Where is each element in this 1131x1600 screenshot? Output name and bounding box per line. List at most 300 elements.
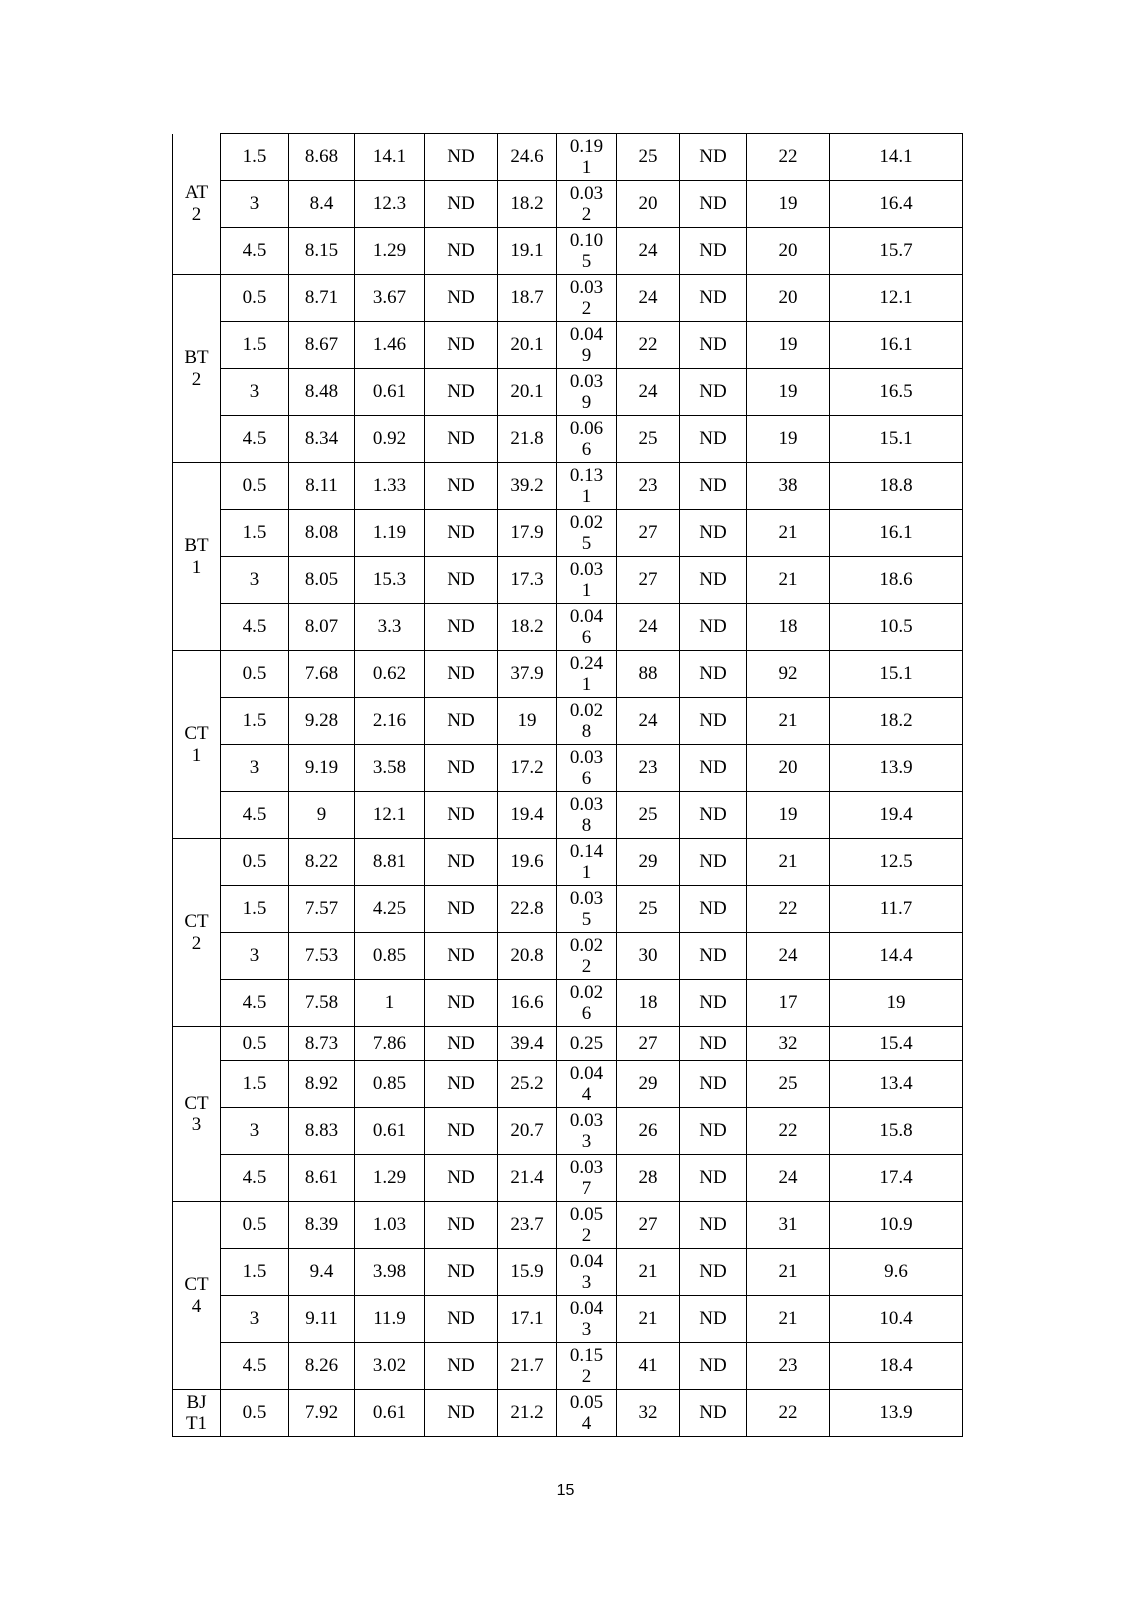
cell-value: 0.044 bbox=[569, 1062, 604, 1105]
value-cell bbox=[617, 1061, 680, 1108]
cell-value: ND bbox=[699, 1355, 727, 1377]
cell-value: ND bbox=[699, 1261, 727, 1283]
cell-value: 8.68 bbox=[304, 146, 339, 168]
value-cell bbox=[498, 1027, 557, 1061]
value-cell bbox=[289, 369, 355, 416]
cell-value: ND bbox=[699, 663, 727, 685]
cell-value: ND bbox=[447, 663, 475, 685]
value-cell bbox=[498, 1061, 557, 1108]
value-cell bbox=[617, 1027, 680, 1061]
value-cell bbox=[498, 839, 557, 886]
cell-value: 21 bbox=[638, 1261, 658, 1283]
cell-value: 24 bbox=[638, 616, 658, 638]
table-row bbox=[173, 1249, 963, 1296]
value-cell bbox=[425, 1108, 498, 1155]
value-cell bbox=[289, 322, 355, 369]
cell-value: 19.4 bbox=[510, 804, 544, 826]
value-cell bbox=[557, 322, 617, 369]
value-cell bbox=[617, 463, 680, 510]
cell-value: 16.6 bbox=[510, 992, 544, 1014]
value-cell bbox=[680, 1343, 747, 1390]
cell-value: 19.6 bbox=[510, 851, 544, 873]
cell-value: 0.066 bbox=[569, 417, 604, 460]
value-cell bbox=[557, 181, 617, 228]
value-cell bbox=[498, 933, 557, 980]
cell-value: 21.7 bbox=[510, 1355, 544, 1377]
value-cell bbox=[830, 1061, 963, 1108]
value-cell bbox=[498, 886, 557, 933]
value-cell bbox=[289, 228, 355, 275]
value-cell bbox=[425, 933, 498, 980]
value-cell bbox=[498, 1202, 557, 1249]
cell-value: 38 bbox=[778, 475, 798, 497]
cell-value: 18.4 bbox=[879, 1355, 913, 1377]
cell-value: 19 bbox=[778, 804, 798, 826]
table-row bbox=[173, 886, 963, 933]
table-row bbox=[173, 557, 963, 604]
depth-cell bbox=[221, 1061, 289, 1108]
depth-cell bbox=[221, 322, 289, 369]
cell-value: 21 bbox=[638, 1308, 658, 1330]
cell-value: 0.037 bbox=[569, 1156, 604, 1199]
cell-value: 8.71 bbox=[304, 287, 339, 309]
value-cell bbox=[617, 1249, 680, 1296]
cell-value: ND bbox=[447, 240, 475, 262]
cell-value: 8.92 bbox=[304, 1073, 339, 1095]
value-cell bbox=[355, 1108, 425, 1155]
value-cell bbox=[680, 1155, 747, 1202]
value-cell bbox=[557, 228, 617, 275]
cell-value: 0.052 bbox=[569, 1203, 604, 1246]
cell-value: ND bbox=[699, 1308, 727, 1330]
cell-value: ND bbox=[447, 569, 475, 591]
cell-value: ND bbox=[447, 1073, 475, 1095]
value-cell bbox=[747, 1296, 830, 1343]
group-label-cell bbox=[173, 839, 221, 1027]
cell-value: ND bbox=[447, 945, 475, 967]
cell-value: ND bbox=[447, 381, 475, 403]
value-cell bbox=[830, 839, 963, 886]
cell-value: 9.6 bbox=[884, 1261, 908, 1283]
cell-value: ND bbox=[447, 522, 475, 544]
value-cell bbox=[830, 1249, 963, 1296]
value-cell bbox=[425, 1027, 498, 1061]
depth-cell bbox=[221, 792, 289, 839]
value-cell bbox=[289, 1155, 355, 1202]
value-cell bbox=[830, 228, 963, 275]
value-cell bbox=[680, 745, 747, 792]
value-cell bbox=[498, 322, 557, 369]
table-row bbox=[173, 369, 963, 416]
value-cell bbox=[425, 1061, 498, 1108]
cell-value: 18.8 bbox=[879, 475, 913, 497]
depth-cell bbox=[221, 463, 289, 510]
value-cell bbox=[617, 181, 680, 228]
cell-value: 3 bbox=[249, 569, 260, 591]
value-cell bbox=[289, 1343, 355, 1390]
cell-value: 8.07 bbox=[304, 616, 339, 638]
cell-value: 0.046 bbox=[569, 605, 604, 648]
depth-cell bbox=[221, 698, 289, 745]
cell-value: 21.4 bbox=[510, 1167, 544, 1189]
table-row bbox=[173, 228, 963, 275]
value-cell bbox=[830, 322, 963, 369]
cell-value: 7.58 bbox=[304, 992, 339, 1014]
cell-value: ND bbox=[447, 475, 475, 497]
cell-value: 4.5 bbox=[242, 1167, 267, 1189]
value-cell bbox=[747, 1155, 830, 1202]
value-cell bbox=[425, 369, 498, 416]
value-cell bbox=[617, 369, 680, 416]
cell-value: 18.7 bbox=[510, 287, 544, 309]
value-cell bbox=[557, 369, 617, 416]
cell-value: 14.1 bbox=[879, 146, 913, 168]
group-label-cell bbox=[173, 1027, 221, 1202]
value-cell bbox=[425, 1296, 498, 1343]
value-cell bbox=[498, 1390, 557, 1437]
value-cell bbox=[425, 839, 498, 886]
value-cell bbox=[617, 980, 680, 1027]
value-cell bbox=[355, 745, 425, 792]
value-cell bbox=[498, 651, 557, 698]
value-cell bbox=[557, 1061, 617, 1108]
value-cell bbox=[747, 275, 830, 322]
value-cell bbox=[289, 416, 355, 463]
table-body bbox=[173, 134, 963, 1437]
value-cell bbox=[498, 745, 557, 792]
cell-value: 1.46 bbox=[372, 334, 407, 356]
value-cell bbox=[830, 134, 963, 181]
value-cell bbox=[498, 416, 557, 463]
value-cell bbox=[557, 933, 617, 980]
cell-value: 0.5 bbox=[242, 287, 267, 309]
cell-value: 20 bbox=[778, 757, 798, 779]
cell-value: 27 bbox=[638, 522, 658, 544]
value-cell bbox=[830, 745, 963, 792]
cell-value: 16.1 bbox=[879, 334, 913, 356]
cell-value: 23 bbox=[638, 757, 658, 779]
page-number: 15 bbox=[556, 1482, 575, 1499]
cell-value: 17.9 bbox=[510, 522, 544, 544]
cell-value: 0.61 bbox=[372, 1120, 407, 1142]
value-cell bbox=[425, 1343, 498, 1390]
cell-value: 4.5 bbox=[242, 428, 267, 450]
value-cell bbox=[680, 839, 747, 886]
cell-value: 27 bbox=[638, 569, 658, 591]
cell-value: 1.03 bbox=[372, 1214, 407, 1236]
value-cell bbox=[498, 275, 557, 322]
cell-value: 8.39 bbox=[304, 1214, 339, 1236]
cell-value: 0.036 bbox=[569, 746, 604, 789]
value-cell bbox=[830, 1296, 963, 1343]
value-cell bbox=[498, 134, 557, 181]
cell-value: 24 bbox=[638, 381, 658, 403]
group-label-cell bbox=[173, 275, 221, 463]
cell-value: 9.28 bbox=[304, 710, 339, 732]
value-cell bbox=[355, 886, 425, 933]
group-label: CT 2 bbox=[184, 911, 209, 954]
cell-value: 0.5 bbox=[242, 851, 267, 873]
group-label: CT 3 bbox=[184, 1092, 209, 1135]
value-cell bbox=[617, 228, 680, 275]
value-cell bbox=[498, 1296, 557, 1343]
cell-value: 41 bbox=[638, 1355, 658, 1377]
cell-value: ND bbox=[447, 851, 475, 873]
value-cell bbox=[747, 933, 830, 980]
cell-value: 4.5 bbox=[242, 1355, 267, 1377]
depth-cell bbox=[221, 886, 289, 933]
value-cell bbox=[747, 1027, 830, 1061]
cell-value: 1.5 bbox=[242, 1073, 267, 1095]
cell-value: 39.4 bbox=[510, 1032, 544, 1054]
cell-value: ND bbox=[699, 475, 727, 497]
value-cell bbox=[680, 510, 747, 557]
cell-value: 3.58 bbox=[372, 757, 407, 779]
cell-value: 10.4 bbox=[879, 1308, 913, 1330]
value-cell bbox=[425, 134, 498, 181]
cell-value: 25 bbox=[638, 428, 658, 450]
value-cell bbox=[680, 134, 747, 181]
cell-value: 4.5 bbox=[242, 992, 267, 1014]
cell-value: 19.1 bbox=[510, 240, 544, 262]
value-cell bbox=[747, 1061, 830, 1108]
value-cell bbox=[747, 322, 830, 369]
cell-value: 21 bbox=[778, 1261, 798, 1283]
cell-value: 0.043 bbox=[569, 1297, 604, 1340]
cell-value: 24 bbox=[778, 1167, 798, 1189]
cell-value: 3 bbox=[249, 1120, 260, 1142]
cell-value: ND bbox=[699, 710, 727, 732]
value-cell bbox=[498, 1108, 557, 1155]
cell-value: 25 bbox=[638, 804, 658, 826]
value-cell bbox=[425, 181, 498, 228]
cell-value: 8.34 bbox=[304, 428, 339, 450]
value-cell bbox=[680, 886, 747, 933]
value-cell bbox=[355, 1390, 425, 1437]
cell-value: 8.15 bbox=[304, 240, 339, 262]
cell-value: ND bbox=[447, 287, 475, 309]
value-cell bbox=[747, 980, 830, 1027]
depth-cell bbox=[221, 1343, 289, 1390]
cell-value: 9.4 bbox=[309, 1261, 334, 1283]
value-cell bbox=[680, 416, 747, 463]
cell-value: 24 bbox=[638, 710, 658, 732]
value-cell bbox=[355, 181, 425, 228]
depth-cell bbox=[221, 1296, 289, 1343]
value-cell bbox=[355, 275, 425, 322]
cell-value: 0.039 bbox=[569, 370, 604, 413]
value-cell bbox=[425, 604, 498, 651]
cell-value: 19 bbox=[778, 381, 798, 403]
cell-value: 8.11 bbox=[305, 475, 338, 497]
cell-value: 20 bbox=[778, 287, 798, 309]
cell-value: 12.1 bbox=[372, 804, 407, 826]
cell-value: 17.2 bbox=[510, 757, 544, 779]
value-cell bbox=[680, 698, 747, 745]
value-cell bbox=[557, 557, 617, 604]
value-cell bbox=[289, 463, 355, 510]
cell-value: 88 bbox=[638, 663, 658, 685]
value-cell bbox=[355, 322, 425, 369]
value-cell bbox=[557, 698, 617, 745]
cell-value: ND bbox=[699, 334, 727, 356]
value-cell bbox=[289, 134, 355, 181]
cell-value: 7.86 bbox=[372, 1032, 407, 1054]
cell-value: 0.038 bbox=[569, 793, 604, 836]
cell-value: 21 bbox=[778, 569, 798, 591]
value-cell bbox=[498, 1155, 557, 1202]
value-cell bbox=[830, 604, 963, 651]
value-cell bbox=[617, 1390, 680, 1437]
cell-value: 8.4 bbox=[309, 193, 334, 215]
cell-value: ND bbox=[447, 1355, 475, 1377]
value-cell bbox=[617, 745, 680, 792]
cell-value: 17 bbox=[778, 992, 798, 1014]
value-cell bbox=[425, 792, 498, 839]
value-cell bbox=[830, 181, 963, 228]
cell-value: 15.1 bbox=[879, 663, 913, 685]
group-label: CT 4 bbox=[184, 1274, 209, 1317]
value-cell bbox=[747, 698, 830, 745]
depth-cell bbox=[221, 745, 289, 792]
cell-value: 20 bbox=[638, 193, 658, 215]
cell-value: 27 bbox=[638, 1214, 658, 1236]
cell-value: 8.73 bbox=[304, 1032, 339, 1054]
cell-value: 15.1 bbox=[879, 428, 913, 450]
value-cell bbox=[830, 369, 963, 416]
cell-value: 7.68 bbox=[304, 663, 339, 685]
value-cell bbox=[289, 510, 355, 557]
cell-value: 18.2 bbox=[510, 193, 544, 215]
cell-value: 0.241 bbox=[569, 652, 604, 695]
table-row bbox=[173, 1390, 963, 1437]
value-cell bbox=[289, 1249, 355, 1296]
cell-value: 9.19 bbox=[304, 757, 339, 779]
cell-value: ND bbox=[699, 1402, 727, 1424]
value-cell bbox=[747, 745, 830, 792]
cell-value: 39.2 bbox=[510, 475, 544, 497]
value-cell bbox=[617, 510, 680, 557]
cell-value: 4.5 bbox=[242, 804, 267, 826]
value-cell bbox=[289, 557, 355, 604]
cell-value: 3 bbox=[249, 757, 260, 779]
value-cell bbox=[830, 886, 963, 933]
cell-value: 17.1 bbox=[510, 1308, 544, 1330]
cell-value: ND bbox=[447, 1308, 475, 1330]
cell-value: 9 bbox=[316, 804, 327, 826]
depth-cell bbox=[221, 604, 289, 651]
cell-value: 14.1 bbox=[372, 146, 407, 168]
cell-value: 22 bbox=[638, 334, 658, 356]
cell-value: 22 bbox=[778, 1402, 798, 1424]
table-row bbox=[173, 839, 963, 886]
cell-value: 8.61 bbox=[304, 1167, 339, 1189]
cell-value: 25 bbox=[638, 146, 658, 168]
value-cell bbox=[355, 980, 425, 1027]
cell-value: 18.6 bbox=[879, 569, 913, 591]
cell-value: 13.9 bbox=[879, 1402, 913, 1424]
cell-value: 0.85 bbox=[372, 945, 407, 967]
table-row bbox=[173, 651, 963, 698]
value-cell bbox=[557, 839, 617, 886]
cell-value: 0.61 bbox=[372, 381, 407, 403]
cell-value: 20.1 bbox=[510, 334, 544, 356]
depth-cell bbox=[221, 933, 289, 980]
cell-value: 4.5 bbox=[242, 240, 267, 262]
value-cell bbox=[747, 134, 830, 181]
value-cell bbox=[617, 604, 680, 651]
cell-value: 0.5 bbox=[242, 1402, 267, 1424]
table-row bbox=[173, 980, 963, 1027]
value-cell bbox=[355, 1202, 425, 1249]
value-cell bbox=[680, 228, 747, 275]
cell-value: ND bbox=[699, 569, 727, 591]
cell-value: 10.5 bbox=[879, 616, 913, 638]
value-cell bbox=[557, 510, 617, 557]
value-cell bbox=[289, 275, 355, 322]
table-row bbox=[173, 134, 963, 181]
value-cell bbox=[747, 181, 830, 228]
cell-value: 20 bbox=[778, 240, 798, 262]
value-cell bbox=[747, 463, 830, 510]
value-cell bbox=[680, 322, 747, 369]
value-cell bbox=[557, 1155, 617, 1202]
table-row bbox=[173, 463, 963, 510]
table-row bbox=[173, 322, 963, 369]
value-cell bbox=[557, 1108, 617, 1155]
value-cell bbox=[830, 1155, 963, 1202]
value-cell bbox=[680, 1296, 747, 1343]
value-cell bbox=[830, 1343, 963, 1390]
value-cell bbox=[557, 1296, 617, 1343]
cell-value: ND bbox=[699, 804, 727, 826]
value-cell bbox=[747, 369, 830, 416]
group-label: BJ T1 bbox=[185, 1391, 208, 1434]
data-table bbox=[172, 133, 963, 1437]
cell-value: 11.9 bbox=[373, 1308, 406, 1330]
depth-cell bbox=[221, 1155, 289, 1202]
depth-cell bbox=[221, 1249, 289, 1296]
cell-value: 1 bbox=[384, 992, 395, 1014]
cell-value: 0.25 bbox=[569, 1032, 604, 1054]
cell-value: 0.105 bbox=[569, 229, 604, 272]
cell-value: 20.7 bbox=[510, 1120, 544, 1142]
value-cell bbox=[557, 1343, 617, 1390]
cell-value: ND bbox=[447, 710, 475, 732]
depth-cell bbox=[221, 1202, 289, 1249]
table-row bbox=[173, 1296, 963, 1343]
cell-value: ND bbox=[447, 1214, 475, 1236]
cell-value: 8.26 bbox=[304, 1355, 339, 1377]
value-cell bbox=[747, 792, 830, 839]
cell-value: 7.92 bbox=[304, 1402, 339, 1424]
cell-value: 1.33 bbox=[372, 475, 407, 497]
cell-value: 26 bbox=[638, 1120, 658, 1142]
cell-value: 1.5 bbox=[242, 898, 267, 920]
cell-value: 9.11 bbox=[305, 1308, 338, 1330]
group-label: BT 2 bbox=[184, 347, 209, 390]
value-cell bbox=[747, 1249, 830, 1296]
value-cell bbox=[425, 980, 498, 1027]
cell-value: 0.054 bbox=[569, 1391, 604, 1434]
value-cell bbox=[617, 134, 680, 181]
cell-value: 23.7 bbox=[510, 1214, 544, 1236]
value-cell bbox=[498, 1343, 557, 1390]
cell-value: ND bbox=[699, 1214, 727, 1236]
value-cell bbox=[355, 228, 425, 275]
cell-value: 1.29 bbox=[372, 240, 407, 262]
value-cell bbox=[557, 275, 617, 322]
